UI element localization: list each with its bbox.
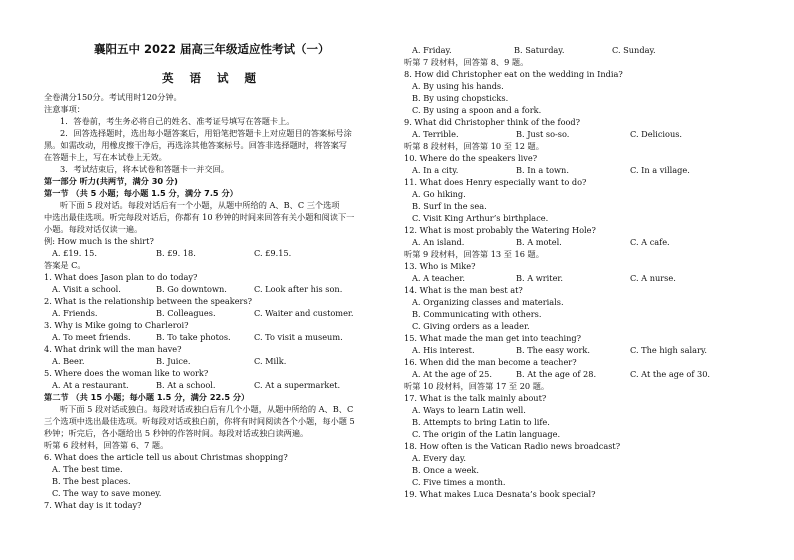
q13-option-b: B. A writer. (516, 273, 564, 283)
question-10: 10. Where do the speakers live? (404, 153, 538, 163)
example-option-b: B. £9. 18. (156, 248, 196, 258)
exam-subject: 英 语 试 题 (162, 71, 263, 85)
q11-option-a: A. Go hiking. (412, 189, 466, 199)
question-14: 14. What is the man best at? (404, 285, 523, 295)
q4-option-b: B. Juice. (156, 356, 191, 366)
section2-heading: 第二节 （共 15 小题；每小题 1.5 分，满分 22.5 分） (44, 392, 250, 402)
q15-option-a: A. His interest. (412, 345, 475, 355)
listen-7-instruction: 听第 7 段材料，回答第 8、9 题。 (404, 57, 529, 67)
q7-option-a: A. Friday. (412, 45, 452, 55)
q16-option-a: A. At the age of 25. (412, 369, 492, 379)
q11-option-b: B. Surf in the sea. (412, 201, 487, 211)
listen-6-instruction: 听第 6 段材料，回答第 6、7 题。 (44, 440, 169, 450)
q13-option-a: A. A teacher. (412, 273, 465, 283)
q15-option-c: C. The high salary. (630, 345, 708, 355)
question-4: 4. What drink will the man have? (44, 344, 182, 354)
listen-8-instruction: 听第 8 段材料，回答第 10 至 12 题。 (404, 141, 544, 151)
q1-option-a: A. Visit a school. (52, 284, 121, 294)
section2-instr-b: 三个选项中选出最佳选项。听每段对话或独白前，你将有时间阅读各个小题，每小题 5 (44, 416, 355, 426)
q7-option-c: C. Sunday. (612, 45, 656, 55)
q7-option-b: B. Saturday. (514, 45, 565, 55)
part1-heading: 第一部分 听力(共两节，满分 30 分) (44, 176, 178, 186)
q5-option-a: A. At a restaurant. (52, 380, 129, 390)
q17-option-b: B. Attempts to bring Latin to life. (412, 417, 550, 427)
q17-option-a: A. Ways to learn Latin well. (412, 405, 526, 415)
question-9: 9. What did Christopher think of the food? (404, 117, 581, 127)
note-1: 1．答卷前，考生务必将自己的姓名、准考证号填写在答题卡上。 (60, 116, 295, 126)
q6-option-b: B. The best places. (52, 476, 131, 486)
q9-option-b: B. Just so-so. (516, 129, 570, 139)
note-2a: 2．回答选择题时，选出每小题答案后，用铅笔把答题卡上对应题目的答案标号涂 (60, 128, 352, 138)
score-line: 全卷满分150分。考试用时120分钟。 (44, 92, 182, 102)
question-18: 18. How often is the Vatican Radio news broadcast? (404, 441, 621, 451)
question-5: 5. Where does the woman like to work? (44, 368, 209, 378)
example-question: 例: How much is the shirt? (44, 236, 154, 246)
section2-instr-a: 听下面 5 段对话或独白。每段对话或独白后有几个小题，从题中所给的 A、B、C (60, 404, 354, 414)
question-12: 12. What is most probably the Watering Hole? (404, 225, 596, 235)
q3-option-c: C. To visit a museum. (254, 332, 343, 342)
q5-option-c: C. At a supermarket. (254, 380, 341, 390)
notes-label: 注意事项： (44, 104, 85, 114)
question-19: 19. What makes Luca Desnata’s book special? (404, 489, 596, 499)
q14-option-c: C. Giving orders as a leader. (412, 321, 530, 331)
q18-option-c: C. Five times a month. (412, 477, 506, 487)
q10-option-c: C. In a village. (630, 165, 690, 175)
question-13: 13. Who is Mike? (404, 261, 476, 271)
section1-instr-a: 听下面 5 段对话。每段对话后有一个小题，从题中所给的 A、B、C 三个选项 (60, 200, 340, 210)
question-17: 17. What is the talk mainly about? (404, 393, 547, 403)
q13-option-c: C. A nurse. (630, 273, 676, 283)
q2-option-c: C. Waiter and customer. (254, 308, 354, 318)
question-6: 6. What does the article tell us about Christmas shopping? (44, 452, 288, 462)
q3-option-a: A. To meet friends. (52, 332, 131, 342)
question-8: 8. How did Christopher eat on the wedding in India? (404, 69, 623, 79)
q10-option-b: B. In a town. (516, 165, 569, 175)
q3-option-b: B. To take photos. (156, 332, 231, 342)
q14-option-a: A. Organizing classes and materials. (412, 297, 564, 307)
q11-option-c: C. Visit King Arthur’s birthplace. (412, 213, 549, 223)
q10-option-a: A. In a city. (412, 165, 459, 175)
section1-instr-c: 小题。每段对话仅读一遍。 (44, 224, 143, 234)
exam-title: 襄阳五中 2022 届高三年级适应性考试（一） (94, 42, 330, 56)
example-answer: 答案是 C。 (44, 260, 86, 270)
question-3: 3. Why is Mike going to Charleroi? (44, 320, 189, 330)
q8-option-a: A. By using his hands. (412, 81, 504, 91)
question-15: 15. What made the man get into teaching? (404, 333, 582, 343)
q18-option-b: B. Once a week. (412, 465, 479, 475)
listen-10-instruction: 听第 10 段材料，回答第 17 至 20 题。 (404, 381, 550, 391)
question-11: 11. What does Henry especially want to do? (404, 177, 587, 187)
q5-option-b: B. At a school. (156, 380, 216, 390)
q6-option-c: C. The way to save money. (52, 488, 162, 498)
q1-option-c: C. Look after his son. (254, 284, 343, 294)
q6-option-a: A. The best time. (52, 464, 123, 474)
q12-option-a: A. An island. (412, 237, 465, 247)
q9-option-a: A. Terrible. (412, 129, 459, 139)
listen-9-instruction: 听第 9 段材料，回答第 13 至 16 题。 (404, 249, 544, 259)
q15-option-b: B. The easy work. (516, 345, 590, 355)
q9-option-c: C. Delicious. (630, 129, 683, 139)
question-16: 16. When did the man become a teacher? (404, 357, 577, 367)
q14-option-b: B. Communicating with others. (412, 309, 542, 319)
section1-instr-b: 中选出最佳选项。听完每段对话后，你都有 10 秒钟的时间来回答有关小题和阅读下一 (44, 212, 355, 222)
note-2b: 黑。如需改动，用橡皮擦干净后，再选涂其他答案标号。回答非选择题时，将答案写 (44, 140, 347, 150)
example-option-a: A. £19. 15. (52, 248, 97, 258)
q12-option-b: B. A motel. (516, 237, 562, 247)
q17-option-c: C. The origin of the Latin language. (412, 429, 561, 439)
question-1: 1. What does Jason plan to do today? (44, 272, 198, 282)
note-3: 3．考试结束后，将本试卷和答题卡一并交回。 (60, 164, 229, 174)
q1-option-b: B. Go downtown. (156, 284, 227, 294)
q8-option-c: C. By using a spoon and a fork. (412, 105, 542, 115)
example-option-c: C. £9.15. (254, 248, 292, 258)
q16-option-c: C. At the age of 30. (630, 369, 711, 379)
q4-option-a: A. Beer. (52, 356, 85, 366)
q16-option-b: B. At the age of 28. (516, 369, 597, 379)
section1-heading: 第一节 （共 5 小题；每小题 1.5 分，满分 7.5 分） (44, 188, 238, 198)
q2-option-b: B. Colleagues. (156, 308, 216, 318)
q8-option-b: B. By using chopsticks. (412, 93, 509, 103)
section2-instr-c: 秒钟；听完后，各小题给出 5 秒钟的作答时间。每段对话或独白读两遍。 (44, 428, 309, 438)
question-7: 7. What day is it today? (44, 500, 142, 510)
q12-option-c: C. A cafe. (630, 237, 670, 247)
q18-option-a: A. Every day. (412, 453, 466, 463)
question-2: 2. What is the relationship between the speakers? (44, 296, 253, 306)
q2-option-a: A. Friends. (52, 308, 98, 318)
q4-option-c: C. Milk. (254, 356, 287, 366)
note-2c: 在答题卡上，写在本试卷上无效。 (44, 152, 167, 162)
